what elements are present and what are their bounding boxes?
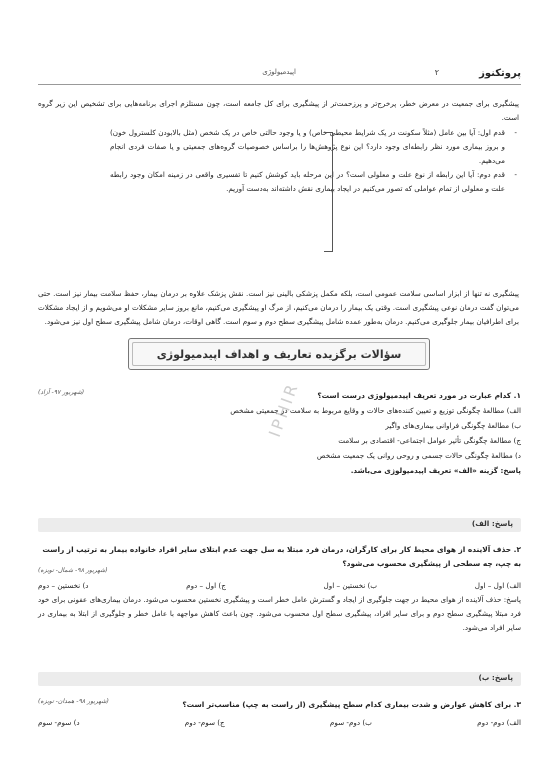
answer-bar-1: [38, 518, 521, 532]
question-3-option-c: ج) سوم- دوم: [184, 718, 225, 727]
question-2-option-c: ج) اول – دوم: [186, 581, 226, 590]
question-3: [38, 698, 521, 730]
book-title: اپیدمیولوژی: [262, 68, 296, 76]
question-3-option-d: د) سوم- سوم: [38, 718, 80, 727]
dash-bullet-icon: -: [514, 128, 517, 137]
answer-bar-2: [38, 672, 521, 686]
steps-block: [110, 126, 519, 196]
step-one-text: قدم اول: آیا بین عامل (مثلاً سکونت در یک شرایط محیطی خاص) و یا وجود حالتی خاص در یک شخص (مثل بالابودن کلسترول خون) و بروز بیماری مورد نظر رابطه‌ای وجود دارد؟ این نوع پژوهش‌ها را براساس خصوصیات گروه‌های جمعیتی و یا صفات فردی انجام می‌دهیم.: [110, 128, 505, 165]
question-2-source: (شهریور ۹۸- شمال- تویزه): [38, 567, 108, 574]
bracket-decoration: [324, 132, 333, 252]
question-2-options: [38, 578, 521, 593]
question-1-option-b: ب) مطالعهٔ چگونگی فراوانی بیماری‌های واگیر: [385, 421, 521, 430]
question-1-option-d: د) مطالعهٔ چگونگی حالات جسمی و روحی روانی یک جمعیت مشخص: [316, 451, 521, 460]
header-divider: [38, 84, 521, 85]
intro-paragraph: پیشگیری برای جمعیت در معرض خطر، پرخرج‌تر و پرزحمت‌تر از پیشگیری برای کل جامعه است، چون مستلزم اجرای برنامه‌هایی برای تشخیص این زیر گروه است.: [38, 99, 519, 122]
question-1: [38, 389, 521, 478]
step-one: [110, 126, 519, 168]
body-paragraph: پیشگیری نه تنها از ابزار اساسی سلامت عمومی است، بلکه مکمل پزشکی بالینی نیز است. نقش پزشک علاوه بر درمان بیمار، حفظ سلامت بیمار نیز است. حتی می‌توان گفت درمان نوعی پیشگیری است. وقتی یک بیمار را درمان می‌کنیم، از مرگ او پیشگیری می‌کنیم، مانع بروز سایر مشکلات او می‌شویم و از ایجاد مشکلات برای اطرافیان بیمار جلوگیری می‌کنیم. درمان به‌طور عمده شامل پیشگیری سطح دوم و سوم است. گاهی اوقات، درمان شامل پیشگیری سطح اول نیز می‌شود.: [38, 289, 519, 326]
question-2-option-b: ب) نخستین – اول: [323, 581, 378, 590]
question-3-source: (شهریور ۹۸- همدان- تویزه): [38, 698, 109, 705]
page-number: ۲: [434, 68, 439, 77]
section-banner: [128, 338, 430, 370]
question-2-text: ۲. حذف آلاینده از هوای محیط کار برای کارگران، درمان فرد مبتلا به سل جهت عدم ابتلای سایر افراد خانواده بیمار به ترتیب از راست به چپ، چه سطحی از پیشگیری محسوب می‌شود؟: [42, 545, 521, 568]
question-2-explanation: پاسخ: حذف آلاینده از هوای محیط در جهت جلوگیری از ایجاد و گسترش عامل خطر است و پیشگیری نخستین محسوب می‌شود. درمان بیماری‌های عفونی برای خود فرد مبتلا پیشگیری سطح دوم و برای سایر افراد، پیشگیری سطح اول محسوب می‌شود. چون باعث کاهش مواجهه با عامل خطر و جلوگیری از ابتلا به بیماری در سایر افراد می‌شود.: [38, 595, 521, 632]
question-3-option-a: الف) دوم- دوم: [477, 718, 521, 727]
question-2-option-a: الف) اول – اول: [474, 581, 521, 590]
question-1-explanation: پاسخ: گزینه «الف» تعریف اپیدمیولوژی می‌باشد.: [350, 466, 521, 475]
question-1-option-a: الف) مطالعهٔ چگونگی توزیع و تعیین کننده‌های حالات و وقایع مربوط به سلامت در جمعیتی مشخص: [230, 406, 521, 415]
section-banner-title: سؤالات برگزیده تعاریف و اهداف اپیدمیولوژی: [156, 347, 402, 361]
dash-bullet-icon: -: [514, 170, 517, 179]
watermark-text: IPHIR: [264, 379, 303, 440]
question-3-options: [38, 715, 521, 730]
question-2: [38, 543, 521, 635]
question-2-option-d: د) نخستین – دوم: [38, 581, 89, 590]
brand-logo-text: پروتکنوز: [479, 68, 521, 79]
answer-2: پاسخ: ب): [478, 673, 513, 682]
question-3-text: ۳. برای کاهش عوارض و شدت بیماری کدام سطح پیشگیری (از راست به چپ) مناسب‌تر است؟: [182, 700, 521, 709]
step-two-text: قدم دوم: آیا این رابطه از نوع علت و معلولی است؟ در این مرحله باید کوشش کنیم تا تفسیری واقعی در زمینه امکان وجود رابطه علت و معلولی از تمام عواملی که تصور می‌کنیم در ایجاد بیماری نقش داشته‌اند به‌دست آوریم.: [110, 170, 505, 193]
section-banner-frame: [132, 342, 426, 366]
question-3-option-b: ب) دوم- سوم: [329, 718, 372, 727]
question-1-option-c: ج) مطالعهٔ چگونگی تأثیر عوامل اجتماعی- اقتصادی بر سلامت: [338, 436, 521, 445]
answer-1: پاسخ: الف): [471, 519, 513, 528]
question-1-source: (شهریور ۹۷- آزاد): [38, 389, 85, 396]
question-1-text: ۱. کدام عبارت در مورد تعریف اپیدمیولوژی درست است؟: [317, 391, 521, 400]
step-two: [110, 168, 519, 196]
